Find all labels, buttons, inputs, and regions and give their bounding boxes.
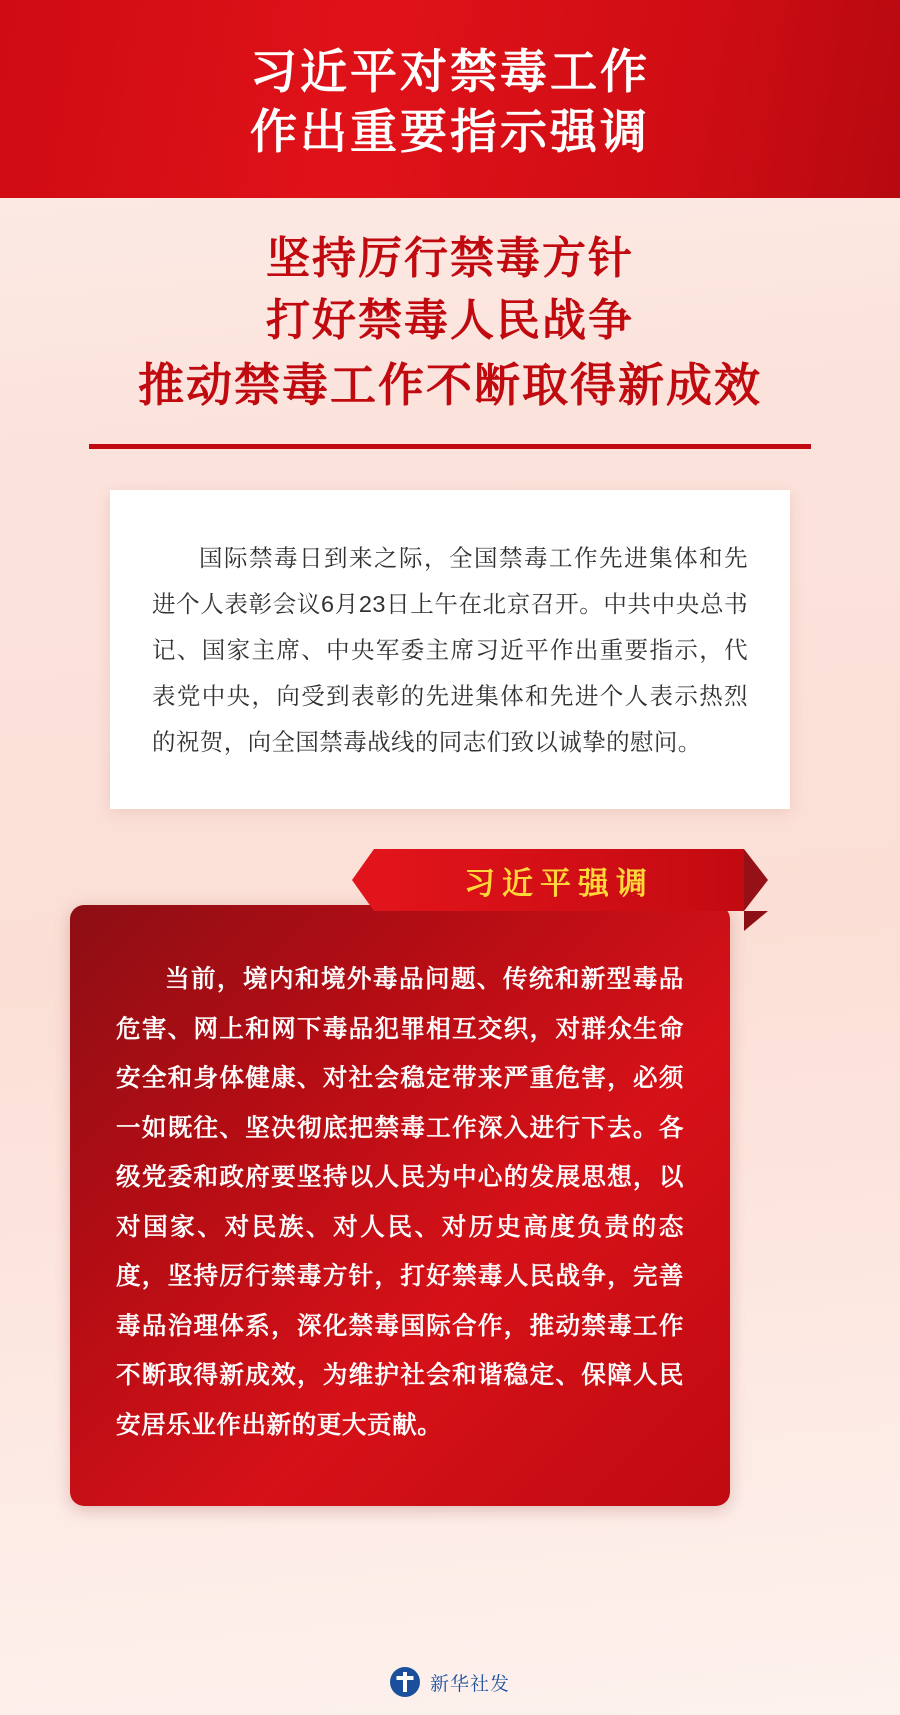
xinhua-anchor-icon — [390, 1667, 420, 1697]
header-banner — [0, 0, 900, 198]
header-title-line1: 习近平对禁毒工作 — [250, 44, 650, 98]
lead-card — [110, 490, 790, 809]
header-title-line2: 作出重要指示强调 — [250, 105, 650, 158]
subtitle-line2: 打好禁毒人民战争 — [266, 295, 634, 347]
subtitle-line1: 坚持厉行禁毒方针 — [266, 233, 634, 284]
quote-card — [70, 905, 730, 1506]
footer — [0, 1667, 900, 1697]
subtitle-line3: 推动禁毒工作不断取得新成效 — [138, 357, 762, 412]
footer-credit: 新华社发 — [429, 1673, 510, 1695]
subtitle-block — [0, 198, 900, 418]
lead-card-wrapper — [110, 490, 790, 809]
section-divider — [89, 444, 811, 449]
quote-ribbon-label: 习近平强调 — [464, 865, 654, 901]
lead-paragraph: 国际禁毒日到来之际，全国禁毒工作先进集体和先进个人表彰会议6月23日上午在北京召开。中共中央总书记、国家主席、中央军委主席习近平作出重要指示，代表党中央，向受到表彰的先进集体和先进个人表示热烈的祝贺，向全国禁毒战线的同志们致以诚挚的慰问。 — [152, 545, 748, 755]
quote-section — [70, 849, 830, 1506]
ribbon-tail-shape — [744, 911, 768, 931]
quote-paragraph: 当前，境内和境外毒品问题、传统和新型毒品危害、网上和网下毒品犯罪相互交织，对群众生命安全和身体健康、对社会稳定带来严重危害，必须一如既往、坚决彻底把禁毒工作深入进行下去。各级党委和政府要坚持以人民为中心的发展思想，以对国家、对民族、对人民、对历史高度负责的态度，坚持厉行禁毒方针，打好禁毒人民战争，完善毒品治理体系，深化禁毒国际合作，推动禁毒工作不断取得新成效，为维护社会和谐稳定、保障人民安居乐业作出新的更大贡献。 — [116, 966, 684, 1439]
quote-ribbon — [374, 849, 744, 911]
